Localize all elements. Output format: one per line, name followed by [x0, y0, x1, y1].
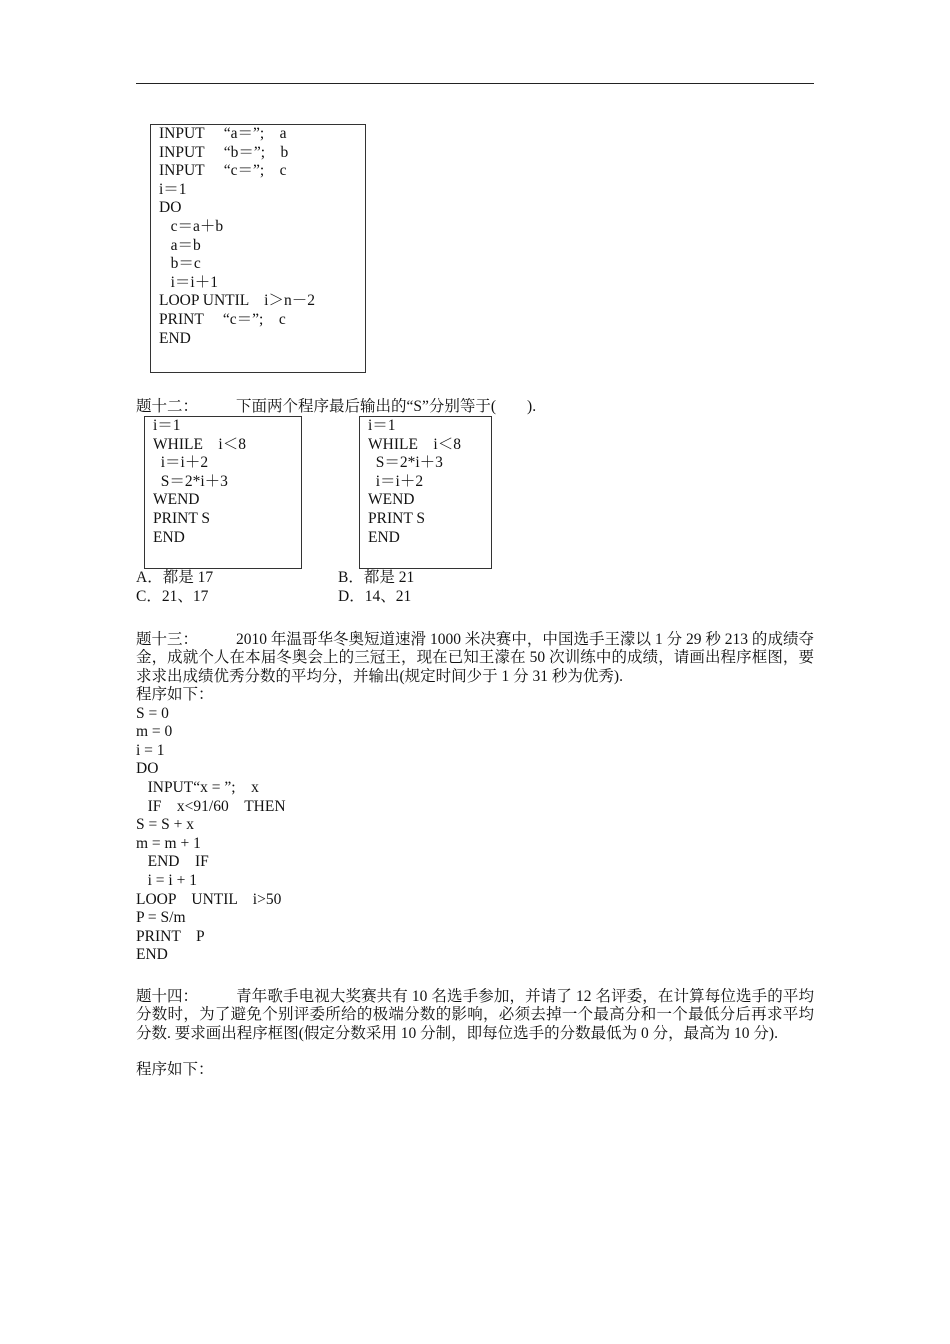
code-line: i＝1	[368, 417, 396, 434]
code-line: S＝2*i＋3	[368, 454, 443, 472]
code-line: DO	[159, 199, 182, 217]
question-14-text: 青年歌手电视大奖赛共有 10 名选手参加，并请了 12 名评委，在计算每位选手的平均分数时，为了避免个别评委所给的极端分数的影响，必须去掉一个最高分和一个最低分后再求平均分数. 要求画出程序框图(假定分数采用 10 分制，即每位选手的分数最低为 0 分，最高为 10 分).	[136, 988, 814, 1042]
code-line: i＝1	[159, 180, 187, 198]
code-line: S = S + x	[136, 816, 194, 834]
code-line: i＝i＋1	[159, 273, 218, 291]
code-line: a＝b	[159, 236, 201, 254]
question-12-text: 下面两个程序最后输出的“S”分别等于( ).	[236, 398, 537, 415]
question-13-heading: 题十三：	[136, 631, 199, 648]
code-line: b＝c	[159, 255, 201, 273]
code-line: S＝2*i＋3	[153, 472, 228, 490]
program-intro: 程序如下：	[136, 686, 214, 703]
question-12-heading: 题十二：	[136, 398, 199, 415]
program-intro: 程序如下：	[136, 1061, 214, 1078]
question-13-text: 2010 年温哥华冬奥短道速滑 1000 米决赛中，中国选手王濛以 1 分 29 秒 213 的成绩夺金，成就个人在本届冬奥会上的三冠王，现在已知王濛在 50 次训练中的成绩，请画出程序框图，要求求出成绩优秀分数的平均分，并输出(规定时间少于 1 分 31 秒为优秀).	[136, 631, 814, 685]
question-12	[136, 398, 814, 416]
code-line: IF x<91/60 THEN	[136, 797, 286, 815]
code-line: END IF	[136, 853, 209, 871]
code-line: PRINT S	[368, 509, 425, 527]
question-13-program	[136, 686, 286, 965]
option-b: B．都是 21	[338, 569, 415, 586]
code-line: INPUT“x = ”; x	[136, 778, 259, 796]
code-line: i = i + 1	[136, 871, 197, 889]
code-line: LOOP UNTIL i>50	[136, 890, 282, 908]
code-line: WHILE i＜8	[368, 435, 461, 453]
question-14	[136, 988, 814, 1043]
option-d: D．14、21	[338, 588, 412, 605]
program-1-code	[159, 125, 315, 348]
question-14-program	[136, 1061, 214, 1080]
code-line: PRINT S	[153, 509, 210, 527]
code-line: i＝i＋2	[153, 454, 209, 472]
code-line: DO	[136, 760, 159, 778]
code-line: INPUT “b＝”; b	[159, 143, 289, 161]
code-line: END	[368, 528, 400, 546]
code-line: INPUT “a＝”; a	[159, 125, 287, 142]
code-line: END	[159, 329, 191, 347]
question-14-heading: 题十四：	[136, 988, 199, 1005]
code-line: m = 0	[136, 723, 173, 741]
code-line: WEND	[368, 491, 415, 509]
option-a: A．都是 17	[136, 569, 214, 586]
option-c: C．21、17	[136, 588, 209, 605]
code-line: i = 1	[136, 741, 165, 759]
code-line: INPUT “c＝”; c	[159, 162, 287, 180]
code-line: PRINT P	[136, 927, 205, 945]
program-b-code	[368, 417, 461, 547]
code-line: END	[153, 528, 185, 546]
code-line: P = S/m	[136, 909, 186, 927]
code-line: S = 0	[136, 704, 169, 722]
code-line: WEND	[153, 491, 200, 509]
code-line: i＝i＋2	[368, 472, 424, 490]
code-line: WHILE i＜8	[153, 435, 246, 453]
code-line: m = m + 1	[136, 834, 201, 852]
code-line: LOOP UNTIL i＞n－2	[159, 292, 315, 310]
code-line: c＝a＋b	[159, 217, 224, 235]
code-line: i＝1	[153, 417, 181, 434]
code-line: END	[136, 946, 168, 964]
program-a-code	[153, 417, 246, 547]
code-line: PRINT “c＝”; c	[159, 310, 286, 328]
header-rule	[136, 83, 814, 84]
question-13	[136, 631, 814, 686]
